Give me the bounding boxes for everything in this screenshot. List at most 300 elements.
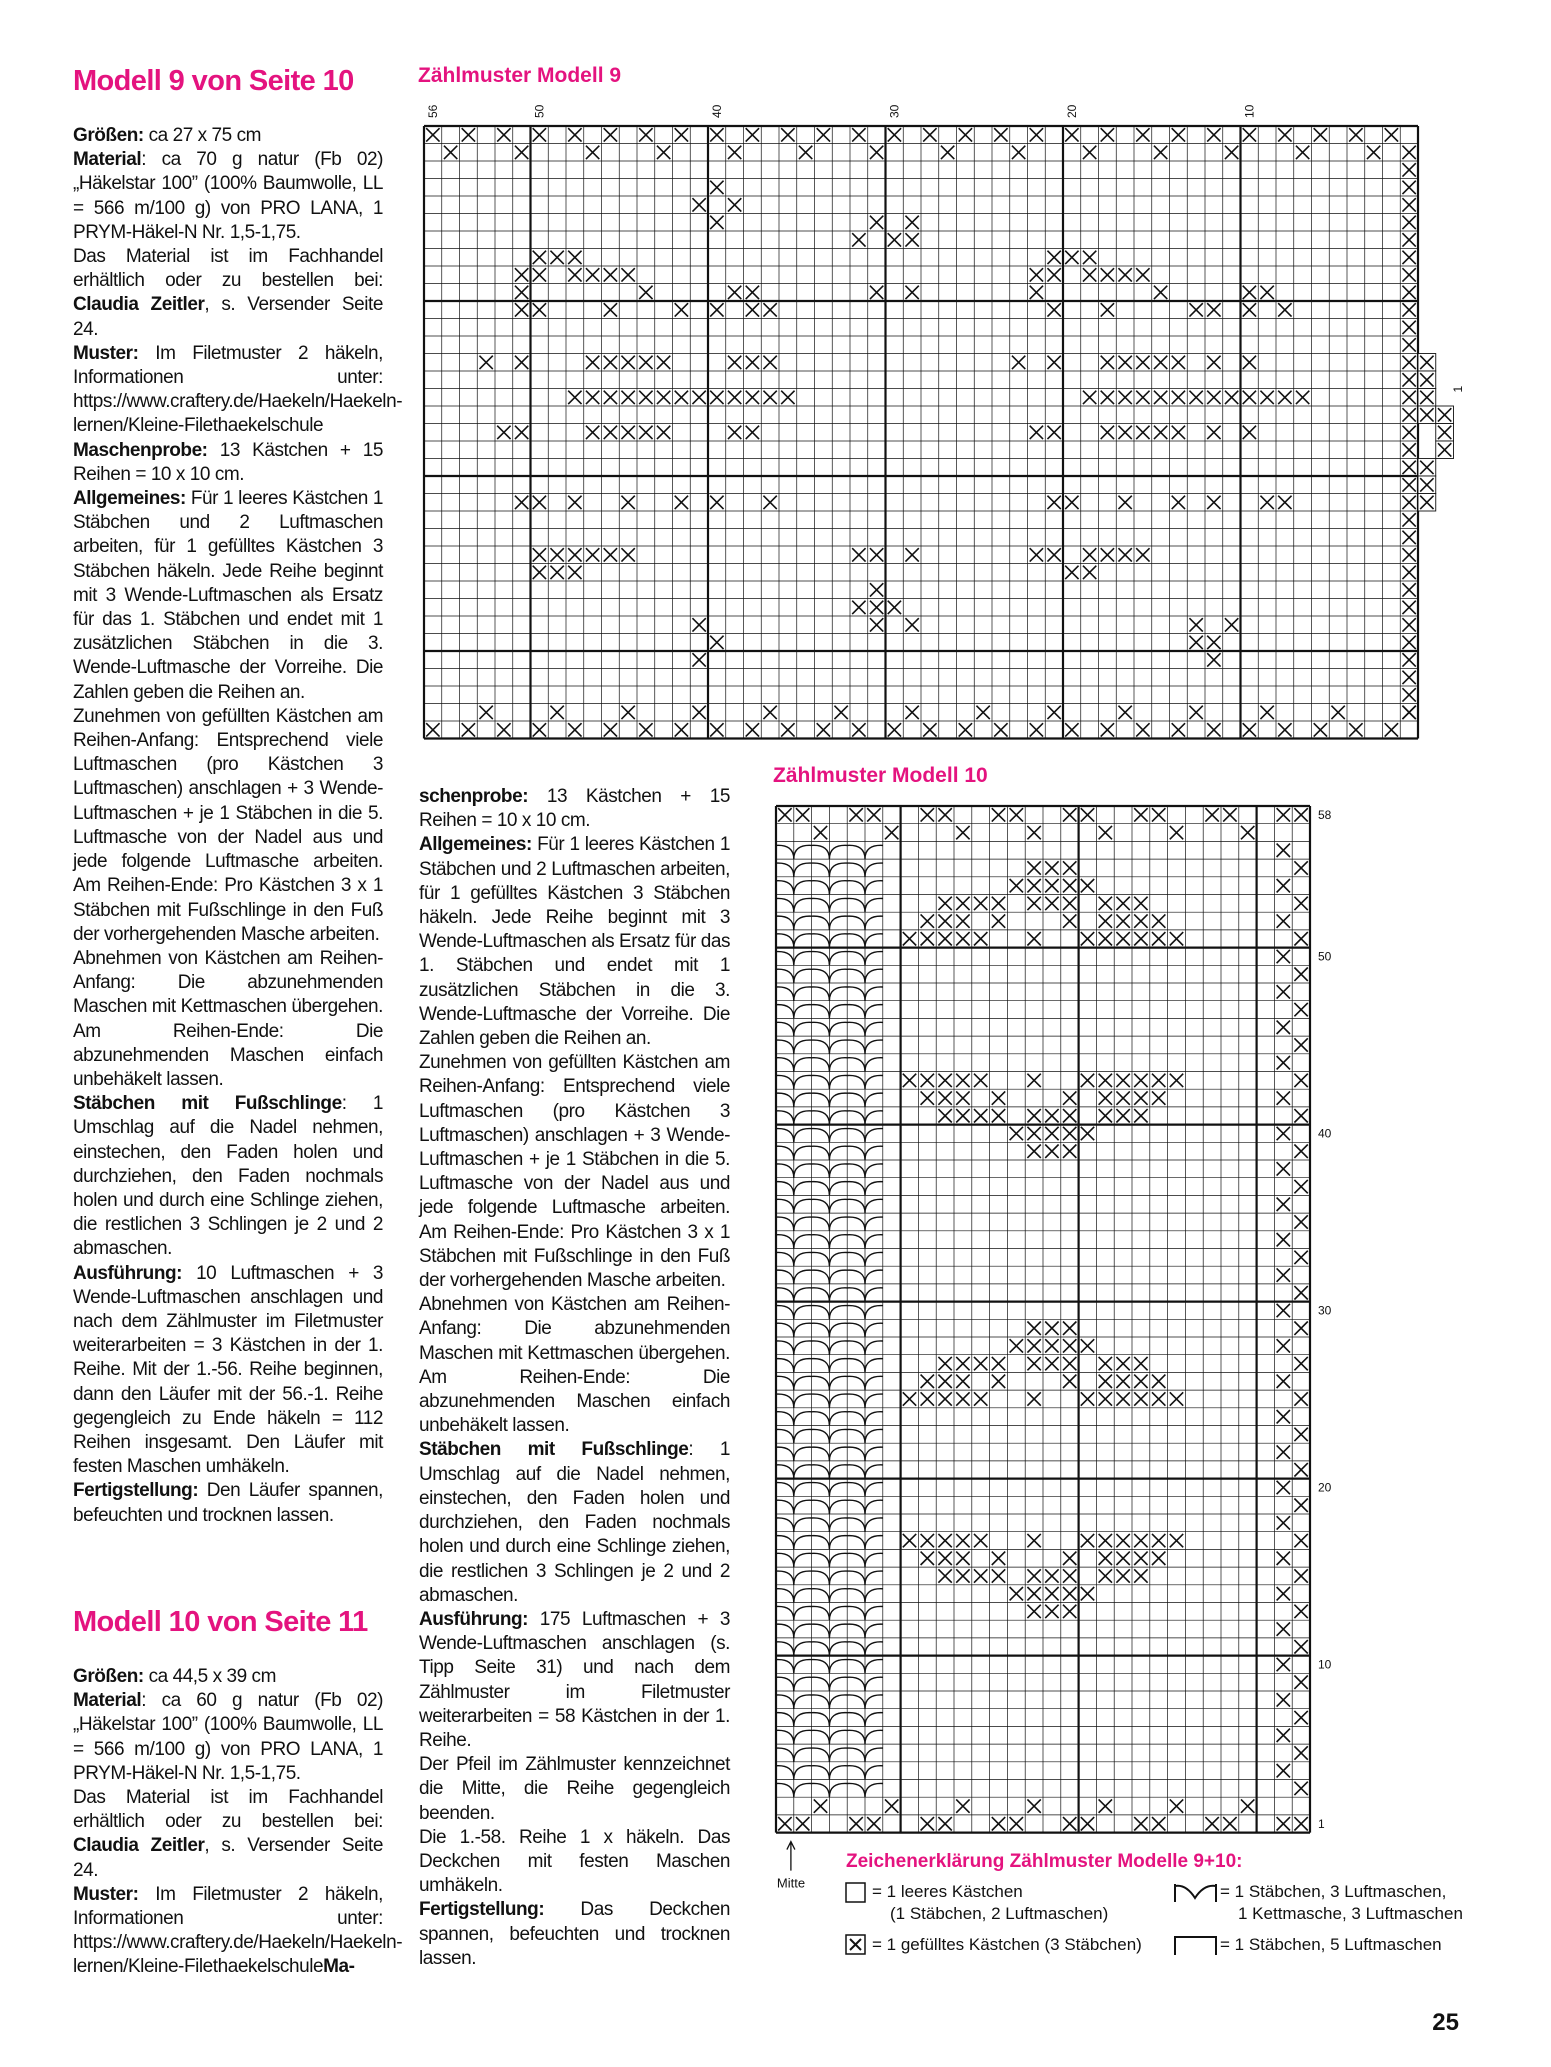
filled-cell-mark — [1277, 1658, 1290, 1671]
filled-cell-mark — [1116, 1534, 1129, 1547]
paragraph: Die 1.-58. Reihe 1 x häkeln. Das Deckchen mit festen Maschen umhäkeln. — [419, 1826, 730, 1897]
filled-cell-mark — [974, 1569, 987, 1582]
filled-cell-mark — [1027, 1145, 1040, 1158]
filled-cell-mark — [867, 1817, 880, 1830]
legend-bar-icon — [1172, 1933, 1220, 1957]
filled-cell-mark — [1152, 808, 1165, 821]
filled-cell-mark — [1027, 1357, 1040, 1370]
filled-cell-mark — [956, 1552, 969, 1565]
filled-cell-mark — [1294, 932, 1307, 945]
filled-cell-mark — [1294, 1534, 1307, 1547]
filled-cell-mark — [1294, 808, 1307, 821]
filled-cell-mark — [1063, 1109, 1076, 1122]
filled-cell-mark — [992, 1817, 1005, 1830]
filled-cell-mark — [1134, 914, 1147, 927]
filled-cell-mark — [938, 1534, 951, 1547]
filled-cell-mark — [1277, 1410, 1290, 1423]
filled-cell-mark — [956, 1392, 969, 1405]
filled-cell-mark — [1152, 1392, 1165, 1405]
filled-cell-mark — [1294, 1322, 1307, 1335]
filled-cell-mark — [814, 826, 827, 839]
filled-cell-mark — [1294, 1463, 1307, 1476]
filled-cell-mark — [921, 1534, 934, 1547]
chart9-col-label: 30 — [887, 104, 902, 118]
filled-cell-mark — [1294, 1286, 1307, 1299]
filled-cell-mark — [1081, 808, 1094, 821]
filled-cell-mark — [1099, 932, 1112, 945]
filled-cell-mark — [1134, 1375, 1147, 1388]
paragraph: Muster: Im Filetmuster 2 häkeln, Informationen unter: https://www.craftery.de/Haekeln/Haekeln-lernen/Kleine-FilethaekelschuleMa- — [73, 1883, 403, 1978]
filled-cell-mark — [1277, 1587, 1290, 1600]
legend-bar: = 1 Stäbchen, 5 Luftmaschen — [1220, 1935, 1442, 1954]
filled-cell-mark — [1027, 1109, 1040, 1122]
filled-cell-mark — [1081, 1392, 1094, 1405]
filled-cell-mark — [992, 808, 1005, 821]
filled-cell-mark — [903, 1534, 916, 1547]
filled-cell-mark — [1205, 1817, 1218, 1830]
paragraph: Der Pfeil im Zählmuster kennzeichnet die Mitte, die Reihe gegengleich beenden. — [419, 1754, 730, 1824]
filled-cell-mark — [1099, 826, 1112, 839]
filled-cell-mark — [1294, 1251, 1307, 1264]
filled-cell-mark — [1116, 1552, 1129, 1565]
filled-cell-mark — [938, 1375, 951, 1388]
filled-cell-mark — [1134, 1569, 1147, 1582]
filled-cell-mark — [992, 914, 1005, 927]
mitte-label: Mitte — [776, 1875, 806, 1891]
filled-cell-mark — [778, 1817, 791, 1830]
filled-cell-mark — [938, 1569, 951, 1582]
filled-cell-mark — [1027, 1392, 1040, 1405]
filled-cell-mark — [1027, 1587, 1040, 1600]
filled-cell-mark — [1099, 1392, 1112, 1405]
filled-cell-mark — [992, 1109, 1005, 1122]
filled-cell-mark — [938, 1357, 951, 1370]
filled-cell-mark — [938, 914, 951, 927]
filled-cell-mark — [1277, 1021, 1290, 1034]
filled-cell-mark — [1277, 950, 1290, 963]
paragraph: Stäbchen mit Fußschlinge: 1 Umschlag auf die Nadel nehmen, einstechen, den Faden holen und durchziehen, den Faden nochmals holen und durch eine Schlinge ziehen, die restlichen 3 Schlingen je 2 und 2 abmaschen. — [419, 1439, 730, 1606]
filled-cell-mark — [1027, 1534, 1040, 1547]
filled-cell-mark — [1010, 808, 1023, 821]
legend-empty-box-icon — [845, 1882, 867, 1904]
filled-cell-mark — [1027, 1322, 1040, 1335]
filled-cell-mark — [956, 826, 969, 839]
filled-cell-mark — [1099, 897, 1112, 910]
filled-cell-mark — [956, 1569, 969, 1582]
filled-cell-mark — [1063, 879, 1076, 892]
filled-cell-mark — [1277, 808, 1290, 821]
filled-cell-mark — [1277, 1127, 1290, 1140]
filled-cell-mark — [1170, 1799, 1183, 1812]
filled-cell-mark — [903, 1392, 916, 1405]
chart9-col-label: 56 — [425, 104, 440, 118]
filled-cell-mark — [1045, 1109, 1058, 1122]
paragraph: Maschenprobe: 13 Kästchen + 15 Reihen = 10 x 10 cm. — [73, 439, 383, 485]
filled-cell-mark — [1099, 1074, 1112, 1087]
filled-cell-mark — [1294, 1569, 1307, 1582]
filled-cell-mark — [1277, 844, 1290, 857]
filled-cell-mark — [921, 1375, 934, 1388]
filled-cell-mark — [1294, 1038, 1307, 1051]
filled-cell-mark — [903, 1074, 916, 1087]
filled-cell-mark — [796, 808, 809, 821]
filled-cell-mark — [1063, 1587, 1076, 1600]
filled-cell-mark — [1081, 1817, 1094, 1830]
filled-cell-mark — [1027, 932, 1040, 945]
filled-cell-mark — [1294, 1215, 1307, 1228]
filled-cell-mark — [1223, 808, 1236, 821]
filled-cell-mark — [1027, 1799, 1040, 1812]
filled-cell-mark — [1134, 1109, 1147, 1122]
paragraph: Material: ca 70 g natur (Fb 02) „Häkelstar 100” (100% Baumwolle, LL = 566 m/100 g) von PRO LANA, 1 PRYM-Häkel-N Nr. 1,5-1,75. — [73, 149, 383, 243]
filled-cell-mark — [1277, 1091, 1290, 1104]
filled-cell-mark — [1294, 968, 1307, 981]
filled-cell-mark — [1045, 1605, 1058, 1618]
filled-cell-mark — [1027, 1127, 1040, 1140]
filled-cell-mark — [956, 932, 969, 945]
filled-cell-mark — [1063, 1339, 1076, 1352]
filled-cell-mark — [956, 1091, 969, 1104]
filled-cell-mark — [885, 1799, 898, 1812]
filled-cell-mark — [1045, 879, 1058, 892]
filled-cell-mark — [1027, 1074, 1040, 1087]
filled-cell-mark — [1010, 1587, 1023, 1600]
filled-cell-mark — [1277, 1552, 1290, 1565]
filled-cell-mark — [938, 1817, 951, 1830]
filled-cell-mark — [1134, 897, 1147, 910]
filled-cell-mark — [1134, 1534, 1147, 1547]
paragraph: Größen: ca 27 x 75 cm — [73, 125, 262, 146]
filled-cell-mark — [1063, 1605, 1076, 1618]
paragraph: Abnehmen von Kästchen am Reihen-Anfang: Die abzunehmenden Maschen mit Kettmaschen übergehen. Am Reihen-Ende: Die abzunehmenden Maschen einfach unbehäkelt lassen. — [73, 947, 383, 1090]
filled-cell-mark — [1152, 1074, 1165, 1087]
filled-cell-mark — [921, 1074, 934, 1087]
filled-cell-mark — [1294, 1817, 1307, 1830]
legend-filled-box-icon — [845, 1934, 867, 1956]
filled-cell-mark — [1294, 1676, 1307, 1689]
filled-cell-mark — [1099, 1534, 1112, 1547]
chart9-col-label: 20 — [1064, 104, 1079, 118]
filled-cell-mark — [992, 1091, 1005, 1104]
filled-cell-mark — [1134, 932, 1147, 945]
filled-cell-mark — [938, 808, 951, 821]
page-number: 25 — [1432, 2009, 1459, 2036]
legend-empty-detail: (1 Stäbchen, 2 Luftmaschen) — [890, 1904, 1109, 1923]
filled-cell-mark — [974, 1392, 987, 1405]
filled-cell-mark — [1134, 1091, 1147, 1104]
filled-cell-mark — [849, 1817, 862, 1830]
filled-cell-mark — [1294, 1782, 1307, 1795]
filled-cell-mark — [1277, 1198, 1290, 1211]
filled-cell-mark — [956, 914, 969, 927]
filled-cell-mark — [1045, 861, 1058, 874]
filled-cell-mark — [1099, 1357, 1112, 1370]
paragraph: Ausführung: 10 Luftmaschen + 3 Wende-Luftmaschen anschlagen und nach dem Zählmuster im Filetmuster weiterarbeiten = 3 Kästchen in der 1. Reihe. Mit der 1.-56. Reihe beginnen, dann den Läufer mit der 56.-1. Reihe gegengleich zu Ende häkeln = 112 Reihen insgesamt. Den Läufer mit festen Maschen umhäkeln. — [73, 1262, 383, 1478]
legend-arc-detail: 1 Kettmasche, 3 Luftmaschen — [1238, 1904, 1463, 1923]
filled-cell-mark — [1134, 1074, 1147, 1087]
chart9-col-label: 40 — [709, 104, 724, 118]
filled-cell-mark — [1277, 1304, 1290, 1317]
filled-cell-mark — [921, 1817, 934, 1830]
filled-cell-mark — [938, 932, 951, 945]
filled-cell-mark — [956, 1357, 969, 1370]
filled-cell-mark — [921, 1392, 934, 1405]
filled-cell-mark — [1045, 897, 1058, 910]
filled-cell-mark — [974, 897, 987, 910]
filled-cell-mark — [1099, 1091, 1112, 1104]
paragraph: Allgemeines: Für 1 leeres Kästchen 1 Stäbchen und 2 Luftmaschen arbeiten, für 1 gefülltes Kästchen 3 Stäbchen häkeln. Jede Reihe beginnt mit 3 Wende-Luftmaschen als Ersatz für das 1. Stäbchen und endet mit 1 zusätzlichen Stäbchen in die 3. Wende-Luftmasche der Vorreihe. Die Zahlen geben die Reihen an. — [419, 834, 730, 1050]
filled-cell-mark — [1099, 1552, 1112, 1565]
filled-cell-mark — [1134, 808, 1147, 821]
filled-cell-mark — [1152, 932, 1165, 945]
filled-cell-mark — [1241, 826, 1254, 839]
filled-cell-mark — [1027, 1339, 1040, 1352]
filled-cell-mark — [1116, 1109, 1129, 1122]
filled-cell-mark — [1063, 1817, 1076, 1830]
filled-cell-mark — [1294, 1145, 1307, 1158]
filled-cell-mark — [1081, 1534, 1094, 1547]
filled-cell-mark — [1294, 897, 1307, 910]
filled-cell-mark — [1116, 1357, 1129, 1370]
legend-arc: = 1 Stäbchen, 3 Luftmaschen, — [1220, 1882, 1447, 1901]
chart9-row-label: 1 — [1451, 385, 1465, 393]
mitte-arrow-icon — [787, 1842, 795, 1871]
filled-cell-mark — [1277, 1445, 1290, 1458]
filled-cell-mark — [992, 897, 1005, 910]
filled-cell-mark — [1045, 1322, 1058, 1335]
filled-cell-mark — [1045, 1357, 1058, 1370]
filled-cell-mark — [885, 826, 898, 839]
filled-cell-mark — [849, 808, 862, 821]
chart10-row-label: 20 — [1318, 1480, 1332, 1495]
filled-cell-mark — [1277, 1516, 1290, 1529]
filled-cell-mark — [1205, 808, 1218, 821]
filled-cell-mark — [921, 1091, 934, 1104]
filled-cell-mark — [1010, 1817, 1023, 1830]
filled-cell-mark — [1063, 1552, 1076, 1565]
filled-cell-mark — [1294, 1499, 1307, 1512]
filled-cell-mark — [1010, 1127, 1023, 1140]
filled-cell-mark — [1277, 1268, 1290, 1281]
filled-cell-mark — [814, 1799, 827, 1812]
filled-cell-mark — [1277, 1339, 1290, 1352]
filled-cell-mark — [974, 1074, 987, 1087]
legend-title: Zeichenerklärung Zählmuster Modelle 9+10: — [846, 1851, 1243, 1872]
filled-cell-mark — [992, 1552, 1005, 1565]
filled-cell-mark — [1277, 879, 1290, 892]
chart9-col-label: 10 — [1242, 104, 1257, 118]
filled-cell-mark — [1116, 897, 1129, 910]
filled-cell-mark — [1063, 1145, 1076, 1158]
paragraph: Das Material ist im Fachhandel erhältlich oder zu bestellen bei: Claudia Zeitler, s. Versender Seite 24. — [73, 246, 383, 340]
filled-cell-mark — [1027, 861, 1040, 874]
filled-cell-mark — [1063, 897, 1076, 910]
filled-cell-mark — [1063, 1569, 1076, 1582]
filled-cell-mark — [1294, 1180, 1307, 1193]
chart10-row-label: 40 — [1318, 1126, 1332, 1141]
filled-cell-mark — [938, 1091, 951, 1104]
filled-cell-mark — [1277, 1693, 1290, 1706]
filled-cell-mark — [1294, 1640, 1307, 1653]
filled-cell-mark — [1116, 1091, 1129, 1104]
filled-cell-mark — [956, 1534, 969, 1547]
filled-cell-mark — [974, 1534, 987, 1547]
paragraph: Material: ca 60 g natur (Fb 02) „Häkelstar 100” (100% Baumwolle, LL = 566 m/100 g) von PRO LANA, 1 PRYM-Häkel-N Nr. 1,5-1,75. — [73, 1690, 383, 1784]
paragraph: Zunehmen von gefüllten Kästchen am Reihen-Anfang: Entsprechend viele Luftmaschen (pro Kästchen 3 Luftmaschen) anschlagen + 3 Wende-Luftmaschen + je 1 Stäbchen in die 5. Luftmasche von der Nadel aus und jede folgende Luftmasche arbeiten. Am Reihen-Ende: Pro Kästchen 3 x 1 Stäbchen mit Fußschlinge in den Fuß der vorhergehenden Masche arbeiten. — [73, 705, 383, 945]
filled-cell-mark — [1081, 1127, 1094, 1140]
filled-cell-mark — [1045, 1145, 1058, 1158]
paragraph: Fertigstellung: Den Läufer spannen, befeuchten und trocknen lassen. — [73, 1480, 383, 1526]
filled-cell-mark — [1134, 1392, 1147, 1405]
filled-cell-mark — [1063, 1375, 1076, 1388]
filled-cell-mark — [1063, 914, 1076, 927]
filled-cell-mark — [1294, 1711, 1307, 1724]
filled-cell-mark — [1116, 914, 1129, 927]
chart9-col-label: 50 — [532, 104, 547, 118]
filled-cell-mark — [1045, 1339, 1058, 1352]
filled-cell-mark — [1170, 1392, 1183, 1405]
filled-cell-mark — [956, 897, 969, 910]
filled-cell-mark — [1081, 932, 1094, 945]
filled-cell-mark — [1099, 1109, 1112, 1122]
paragraph: Allgemeines: Für 1 leeres Kästchen 1 Stäbchen und 2 Luftmaschen arbeiten, für 1 gefülltes Kästchen 3 Stäbchen häkeln. Jede Reihe beginnt mit 3 Wende-Luftmaschen als Ersatz für das 1. Stäbchen und endet mit 1 zusätzlichen Stäbchen in die 3. Wende-Luftmasche der Vorreihe. Die Zahlen geben die Reihen an. — [73, 488, 383, 703]
paragraph: Zunehmen von gefüllten Kästchen am Reihen-Anfang: Entsprechend viele Luftmaschen (pro Kästchen 3 Luftmaschen) anschlagen + 3 Wende-Luftmaschen + je 1 Stäbchen in die 5. Luftmasche von der Nadel aus und jede folgende Luftmasche arbeiten. Am Reihen-Ende: Pro Kästchen 3 x 1 Stäbchen mit Fußschlinge in den Fuß der vorhergehenden Masche arbeiten. — [419, 1052, 730, 1292]
filled-cell-mark — [921, 808, 934, 821]
filled-cell-mark — [1152, 1817, 1165, 1830]
filled-cell-mark — [1277, 1481, 1290, 1494]
filled-cell-mark — [1223, 1817, 1236, 1830]
filled-cell-mark — [1063, 1127, 1076, 1140]
filled-cell-mark — [1241, 1799, 1254, 1812]
paragraph: Größen: ca 44,5 x 39 cm — [73, 1666, 276, 1687]
filled-cell-mark — [1170, 1074, 1183, 1087]
filled-cell-mark — [1099, 914, 1112, 927]
filled-cell-mark — [974, 1357, 987, 1370]
filled-cell-mark — [1045, 1587, 1058, 1600]
filled-cell-mark — [1045, 1127, 1058, 1140]
filled-cell-mark — [956, 1375, 969, 1388]
filled-cell-mark — [1277, 1233, 1290, 1246]
filled-cell-mark — [1116, 1569, 1129, 1582]
filled-cell-mark — [921, 1552, 934, 1565]
filled-cell-mark — [1152, 1552, 1165, 1565]
filled-cell-mark — [1294, 1357, 1307, 1370]
filled-cell-mark — [1010, 1339, 1023, 1352]
filled-cell-mark — [921, 914, 934, 927]
filled-cell-mark — [1063, 1322, 1076, 1335]
filled-cell-mark — [867, 808, 880, 821]
filled-cell-mark — [974, 932, 987, 945]
paragraph: Fertigstellung: Das Deckchen spannen, befeuchten und trocknen lassen. — [419, 1899, 730, 1969]
filled-cell-mark — [1152, 1534, 1165, 1547]
filled-cell-mark — [1027, 879, 1040, 892]
chart10-row-label: 50 — [1318, 949, 1332, 964]
filled-cell-mark — [938, 897, 951, 910]
filled-cell-mark — [938, 1392, 951, 1405]
chart10-row-label: 1 — [1318, 1816, 1325, 1831]
paragraph: Muster: Im Filetmuster 2 häkeln, Informationen unter: https://www.craftery.de/Haekeln/Haekeln-lernen/Kleine-Filethaekelschule — [73, 342, 403, 437]
filled-cell-mark — [938, 1552, 951, 1565]
filled-cell-mark — [1099, 1799, 1112, 1812]
filled-cell-mark — [1063, 808, 1076, 821]
filled-cell-mark — [1294, 1003, 1307, 1016]
filled-cell-mark — [1063, 1091, 1076, 1104]
filled-cell-mark — [1027, 1605, 1040, 1618]
filled-cell-mark — [992, 1375, 1005, 1388]
filled-cell-mark — [1045, 1569, 1058, 1582]
paragraph: Ausführung: 175 Luftmaschen + 3 Wende-Luftmaschen anschlagen (s. Tipp Seite 31) und nach dem Zählmuster im Filetmuster weiterarbeiten = 58 Kästchen in der 1. Reihe. — [419, 1608, 730, 1751]
filled-cell-mark — [1277, 1622, 1290, 1635]
filled-cell-mark — [1277, 1817, 1290, 1830]
modell10-title: Modell 10 von Seite 11 — [73, 1606, 368, 1638]
filled-cell-mark — [1152, 1375, 1165, 1388]
filled-cell-mark — [1099, 1375, 1112, 1388]
filled-cell-mark — [1294, 1746, 1307, 1759]
filled-cell-mark — [956, 1799, 969, 1812]
filled-cell-mark — [1152, 1091, 1165, 1104]
filled-cell-mark — [1277, 1162, 1290, 1175]
filled-cell-mark — [1277, 1729, 1290, 1742]
filled-cell-mark — [1277, 914, 1290, 927]
filled-cell-mark — [1081, 1339, 1094, 1352]
filled-cell-mark — [1277, 985, 1290, 998]
filled-cell-mark — [1081, 879, 1094, 892]
filled-cell-mark — [1294, 1074, 1307, 1087]
filled-cell-mark — [1294, 861, 1307, 874]
filled-cell-mark — [1027, 1569, 1040, 1582]
filled-cell-mark — [1063, 1357, 1076, 1370]
paragraph: Abnehmen von Kästchen am Reihen-Anfang: Die abzunehmenden Maschen mit Kettmaschen übergehen. Am Reihen-Ende: Die abzunehmenden Maschen einfach unbehäkelt lassen. — [419, 1294, 730, 1437]
filled-cell-mark — [1027, 897, 1040, 910]
filled-cell-mark — [903, 932, 916, 945]
filled-cell-mark — [1170, 826, 1183, 839]
chart10-row-label: 58 — [1318, 808, 1332, 822]
filled-cell-mark — [778, 808, 791, 821]
paragraph: Stäbchen mit Fußschlinge: 1 Umschlag auf die Nadel nehmen, einstechen, den Faden holen und durchziehen, den Faden nochmals holen und durch eine Schlinge ziehen, die restlichen 3 Schlingen je 2 und 2 abmaschen. — [73, 1093, 383, 1260]
filled-cell-mark — [1277, 1056, 1290, 1069]
filled-cell-mark — [1081, 1074, 1094, 1087]
filled-cell-mark — [1116, 1375, 1129, 1388]
filled-cell-mark — [921, 932, 934, 945]
paragraph: Das Material ist im Fachhandel erhältlich oder zu bestellen bei: Claudia Zeitler, s. Versender Seite 24. — [73, 1787, 383, 1881]
filled-cell-mark — [956, 1109, 969, 1122]
chart9-title: Zählmuster Modell 9 — [418, 64, 622, 87]
paragraph: schenprobe: 13 Kästchen + 15 Reihen = 10 x 10 cm. — [419, 786, 730, 832]
filled-cell-mark — [1063, 861, 1076, 874]
filled-cell-mark — [1134, 1552, 1147, 1565]
filled-cell-mark — [1277, 1764, 1290, 1777]
filled-cell-mark — [1099, 1569, 1112, 1582]
filled-cell-mark — [1277, 1375, 1290, 1388]
filled-cell-mark — [1134, 1817, 1147, 1830]
filled-cell-mark — [1116, 932, 1129, 945]
filled-cell-mark — [1116, 1074, 1129, 1087]
filled-cell-mark — [1152, 914, 1165, 927]
filled-cell-mark — [1081, 1587, 1094, 1600]
legend-arc-icon — [1172, 1880, 1220, 1904]
filled-cell-mark — [1134, 1357, 1147, 1370]
filled-cell-mark — [1170, 932, 1183, 945]
filled-cell-mark — [1294, 1109, 1307, 1122]
filled-cell-mark — [1027, 826, 1040, 839]
filled-cell-mark — [974, 1109, 987, 1122]
legend-empty: = 1 leeres Kästchen — [872, 1882, 1023, 1901]
filled-cell-mark — [1294, 1605, 1307, 1618]
legend-filled: = 1 gefülltes Kästchen (3 Stäbchen) — [872, 1935, 1142, 1954]
chart10-row-label: 10 — [1318, 1657, 1332, 1672]
filled-cell-mark — [1116, 1392, 1129, 1405]
filled-cell-mark — [1294, 1428, 1307, 1441]
